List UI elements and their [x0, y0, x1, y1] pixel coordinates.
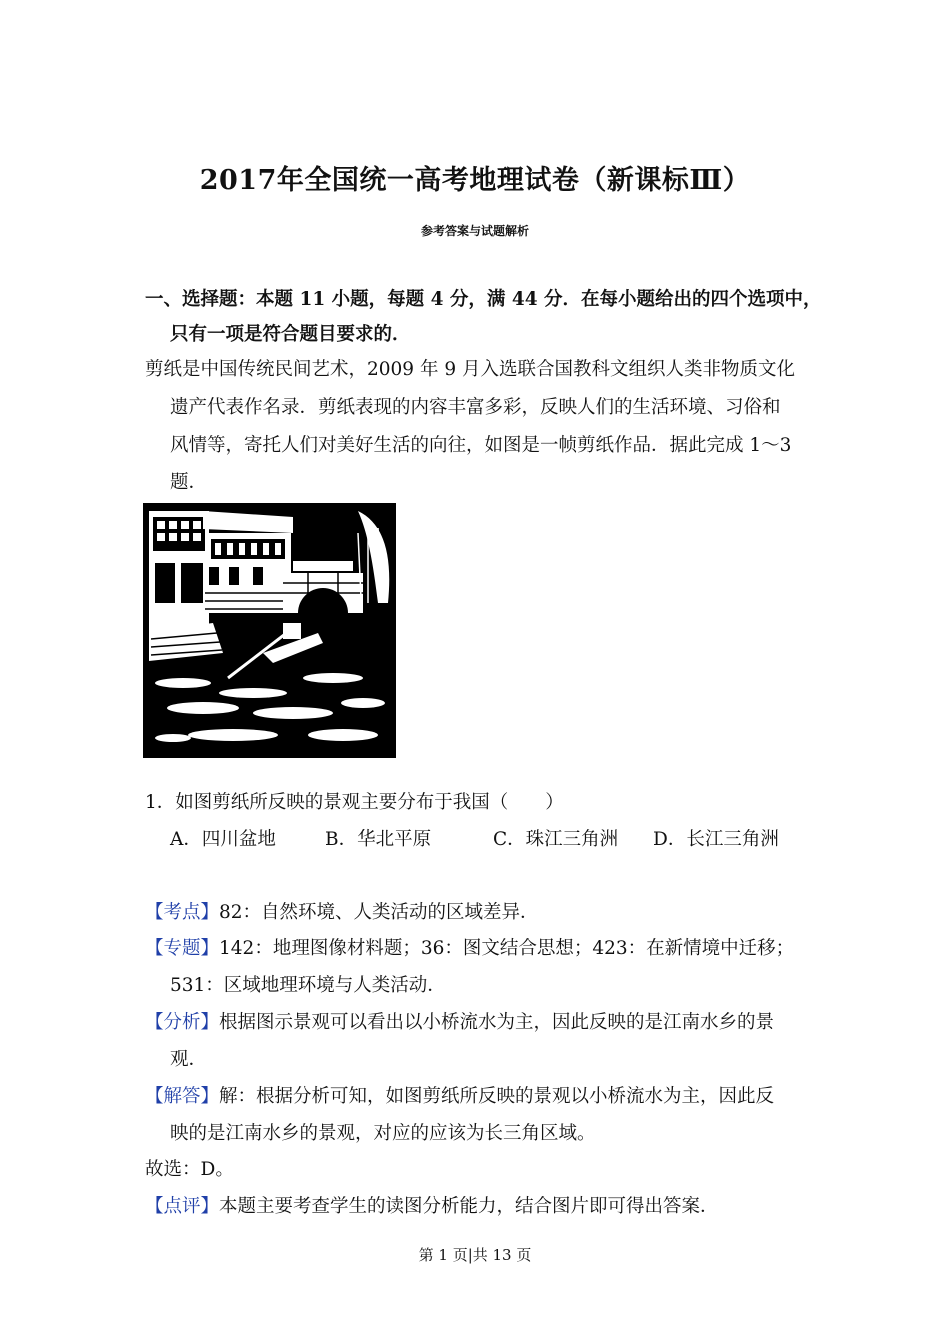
paper-cut-artwork — [143, 503, 396, 758]
fenxi-text-line2: 观． — [170, 1049, 208, 1070]
jieda-text: 解：根据分析可知，如图剪纸所反映的景观以小桥流水为主，因此反 — [219, 1086, 775, 1107]
fenxi-tag: 【分析】 — [145, 1012, 220, 1033]
kaodian-row — [145, 896, 825, 930]
kaodian-text: 82：自然环境、人类活动的区域差异． — [219, 902, 539, 923]
option-a: A．四川盆地 — [170, 829, 276, 850]
paper-cut-image — [143, 503, 396, 758]
zhuanti-row — [145, 932, 825, 966]
kaodian-tag: 【考点】 — [145, 902, 220, 923]
dianping-tag: 【点评】 — [145, 1196, 220, 1217]
section-heading-line2: 只有一项是符合题目要求的． — [170, 324, 411, 345]
zhuanti-tag: 【专题】 — [145, 938, 220, 959]
zhuanti-text: 142：地理图像材料题；36：图文结合思想；423：在新情境中迁移； — [219, 938, 795, 959]
option-c: C．珠江三角洲 — [493, 829, 619, 850]
intro-line2: 遗产代表作名录．剪纸表现的内容丰富多彩，反映人们的生活环境、习俗和 — [170, 397, 781, 418]
question-1-stem: 1．如图剪纸所反映的景观主要分布于我国（ ） — [145, 792, 564, 813]
option-d: D．长江三角洲 — [653, 829, 779, 850]
dianping-text: 本题主要考查学生的读图分析能力，结合图片即可得出答案． — [219, 1196, 719, 1217]
intro-line3: 风情等，寄托人们对美好生活的向往，如图是一帧剪纸作品．据此完成 1～3 — [170, 435, 792, 456]
page-title: 2017年全国统一高考地理试卷（新课标Ⅲ） — [199, 165, 751, 196]
page-footer: 第 1 页|共 13 页 — [418, 1246, 532, 1264]
intro-line1: 剪纸是中国传统民间艺术，2009 年 9 月入选联合国教科文组织人类非物质文化 — [145, 359, 795, 380]
answer-line: 故选：D。 — [145, 1159, 234, 1180]
fenxi-text: 根据图示景观可以看出以小桥流水为主，因此反映的是江南水乡的景 — [219, 1012, 775, 1033]
page-subtitle: 参考答案与试题解析 — [420, 224, 529, 238]
fenxi-row — [145, 1006, 825, 1040]
intro-line4: 题． — [170, 472, 208, 493]
zhuanti-text-line2: 531：区域地理环境与人类活动． — [170, 975, 446, 996]
jieda-text-line2: 映的是江南水乡的景观，对应的应该为长三角区域。 — [170, 1123, 596, 1144]
dianping-row — [145, 1190, 825, 1224]
option-b: B．华北平原 — [325, 829, 432, 850]
jieda-tag: 【解答】 — [145, 1086, 220, 1107]
section-heading-line1: 一、选择题：本题 11 小题，每题 4 分，满 44 分．在每小题给出的四个选项中， — [145, 289, 822, 310]
question-1-options — [170, 823, 830, 857]
jieda-row — [145, 1080, 825, 1114]
